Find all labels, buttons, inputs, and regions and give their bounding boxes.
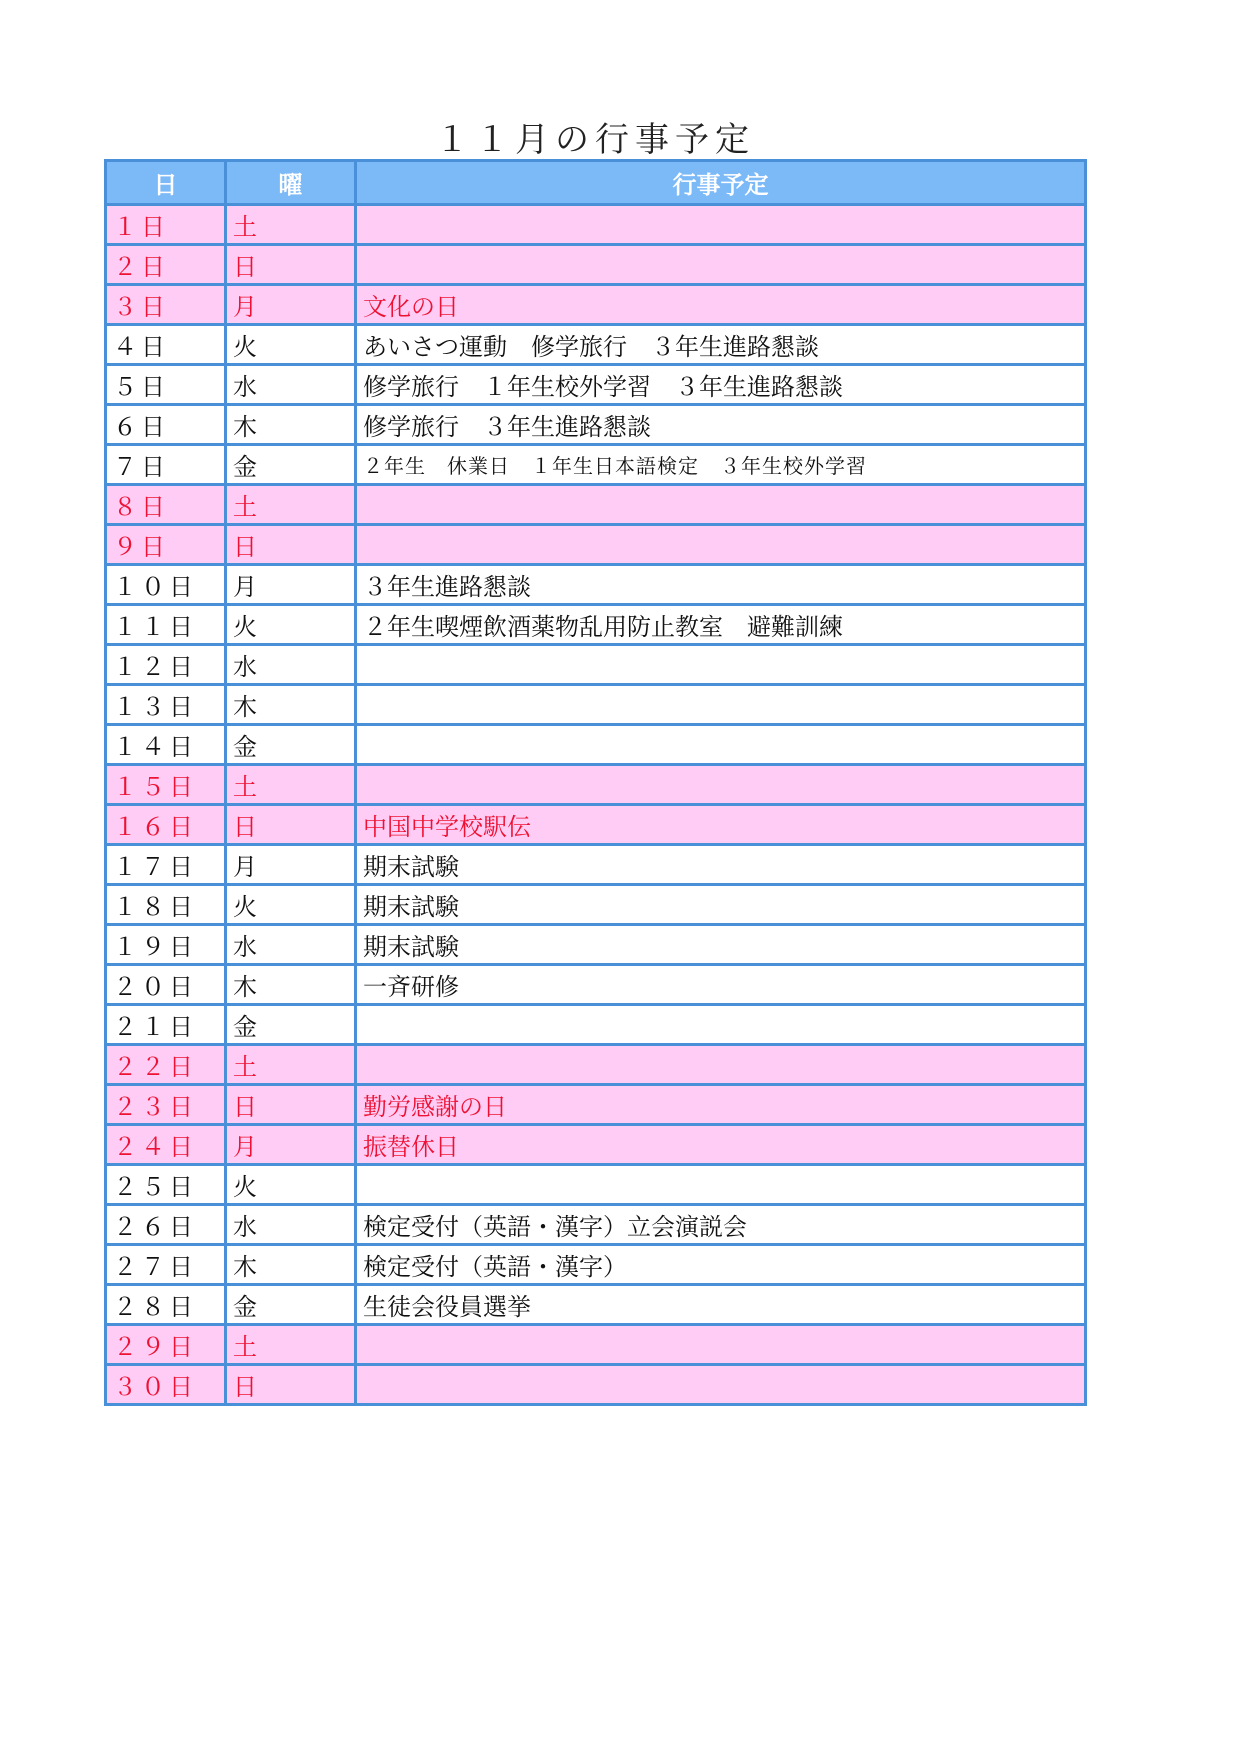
weekday-cell: 土 xyxy=(226,485,356,525)
weekday-cell: 土 xyxy=(226,765,356,805)
event-cell xyxy=(356,1165,1086,1205)
event-cell xyxy=(356,1325,1086,1365)
table-row xyxy=(106,1085,1086,1125)
weekday-cell: 日 xyxy=(226,805,356,845)
day-cell: １９日 xyxy=(106,925,226,965)
table-row xyxy=(106,645,1086,685)
table-row xyxy=(106,525,1086,565)
table-row xyxy=(106,725,1086,765)
table-row xyxy=(106,565,1086,605)
day-cell: １３日 xyxy=(106,685,226,725)
table-row xyxy=(106,1365,1086,1405)
day-cell: １２日 xyxy=(106,645,226,685)
day-cell: ２１日 xyxy=(106,1005,226,1045)
event-cell: 検定受付（英語・漢字） xyxy=(356,1245,1086,1285)
day-cell: ２２日 xyxy=(106,1045,226,1085)
table-row xyxy=(106,885,1086,925)
event-cell: 検定受付（英語・漢字）立会演説会 xyxy=(356,1205,1086,1245)
weekday-cell: 月 xyxy=(226,285,356,325)
header-weekday: 曜 xyxy=(226,161,356,205)
day-cell: １８日 xyxy=(106,885,226,925)
weekday-cell: 火 xyxy=(226,325,356,365)
weekday-cell: 水 xyxy=(226,645,356,685)
weekday-cell: 水 xyxy=(226,365,356,405)
table-row xyxy=(106,925,1086,965)
weekday-cell: 月 xyxy=(226,1125,356,1165)
day-cell: ８日 xyxy=(106,485,226,525)
day-cell: １４日 xyxy=(106,725,226,765)
table-row xyxy=(106,1045,1086,1085)
day-cell: １日 xyxy=(106,205,226,245)
event-cell xyxy=(356,685,1086,725)
day-cell: １０日 xyxy=(106,565,226,605)
weekday-cell: 木 xyxy=(226,685,356,725)
day-cell: ２８日 xyxy=(106,1285,226,1325)
day-cell: ７日 xyxy=(106,445,226,485)
weekday-cell: 日 xyxy=(226,245,356,285)
weekday-cell: 金 xyxy=(226,725,356,765)
day-cell: ３０日 xyxy=(106,1365,226,1405)
event-cell: 期末試験 xyxy=(356,885,1086,925)
table-row xyxy=(106,285,1086,325)
day-cell: ２０日 xyxy=(106,965,226,1005)
table-row xyxy=(106,1325,1086,1365)
table-row xyxy=(106,1125,1086,1165)
day-cell: ５日 xyxy=(106,365,226,405)
event-cell: 生徒会役員選挙 xyxy=(356,1285,1086,1325)
day-cell: １６日 xyxy=(106,805,226,845)
event-cell: 振替休日 xyxy=(356,1125,1086,1165)
event-cell xyxy=(356,525,1086,565)
event-cell xyxy=(356,645,1086,685)
event-cell: あいさつ運動 修学旅行 ３年生進路懇談 xyxy=(356,325,1086,365)
event-cell: 一斉研修 xyxy=(356,965,1086,1005)
weekday-cell: 月 xyxy=(226,845,356,885)
table-row xyxy=(106,1005,1086,1045)
table-row xyxy=(106,685,1086,725)
event-cell xyxy=(356,725,1086,765)
day-cell: ２３日 xyxy=(106,1085,226,1125)
weekday-cell: 土 xyxy=(226,205,356,245)
day-cell: ４日 xyxy=(106,325,226,365)
schedule-body xyxy=(106,205,1086,1405)
weekday-cell: 金 xyxy=(226,1285,356,1325)
weekday-cell: 月 xyxy=(226,565,356,605)
page-title: １１月の行事予定 xyxy=(435,120,755,160)
table-row xyxy=(106,1205,1086,1245)
weekday-cell: 木 xyxy=(226,965,356,1005)
day-cell: ２６日 xyxy=(106,1205,226,1245)
event-cell: ２年生 休業日 １年生日本語検定 ３年生校外学習 xyxy=(356,445,1086,485)
event-cell xyxy=(356,765,1086,805)
day-cell: ２５日 xyxy=(106,1165,226,1205)
header-event: 行事予定 xyxy=(356,161,1086,205)
day-cell: ３日 xyxy=(106,285,226,325)
table-row xyxy=(106,1285,1086,1325)
day-cell: ９日 xyxy=(106,525,226,565)
event-cell: ３年生進路懇談 xyxy=(356,565,1086,605)
weekday-cell: 火 xyxy=(226,1165,356,1205)
table-row xyxy=(106,845,1086,885)
table-row xyxy=(106,245,1086,285)
event-cell: 中国中学校駅伝 xyxy=(356,805,1086,845)
weekday-cell: 金 xyxy=(226,445,356,485)
weekday-cell: 土 xyxy=(226,1045,356,1085)
table-row xyxy=(106,1245,1086,1285)
event-cell xyxy=(356,1005,1086,1045)
day-cell: ２７日 xyxy=(106,1245,226,1285)
table-row xyxy=(106,405,1086,445)
event-cell xyxy=(356,245,1086,285)
table-row xyxy=(106,205,1086,245)
day-cell: １１日 xyxy=(106,605,226,645)
weekday-cell: 日 xyxy=(226,1085,356,1125)
weekday-cell: 水 xyxy=(226,1205,356,1245)
event-cell: 期末試験 xyxy=(356,925,1086,965)
event-cell xyxy=(356,1045,1086,1085)
event-cell: ２年生喫煙飲酒薬物乱用防止教室 避難訓練 xyxy=(356,605,1086,645)
weekday-cell: 土 xyxy=(226,1325,356,1365)
event-cell xyxy=(356,1365,1086,1405)
event-cell: 期末試験 xyxy=(356,845,1086,885)
day-cell: １５日 xyxy=(106,765,226,805)
event-cell: 勤労感謝の日 xyxy=(356,1085,1086,1125)
header-row xyxy=(106,161,1086,205)
table-row xyxy=(106,325,1086,365)
weekday-cell: 火 xyxy=(226,605,356,645)
weekday-cell: 木 xyxy=(226,405,356,445)
table-row xyxy=(106,805,1086,845)
event-cell xyxy=(356,485,1086,525)
table-row xyxy=(106,365,1086,405)
table-row xyxy=(106,605,1086,645)
weekday-cell: 日 xyxy=(226,525,356,565)
event-cell: 修学旅行 １年生校外学習 ３年生進路懇談 xyxy=(356,365,1086,405)
day-cell: １７日 xyxy=(106,845,226,885)
event-cell xyxy=(356,205,1086,245)
weekday-cell: 水 xyxy=(226,925,356,965)
table-row xyxy=(106,1165,1086,1205)
day-cell: ２９日 xyxy=(106,1325,226,1365)
schedule-table xyxy=(104,159,1087,1406)
table-row xyxy=(106,765,1086,805)
day-cell: ２日 xyxy=(106,245,226,285)
table-row xyxy=(106,965,1086,1005)
day-cell: ６日 xyxy=(106,405,226,445)
table-row xyxy=(106,445,1086,485)
weekday-cell: 金 xyxy=(226,1005,356,1045)
header-day: 日 xyxy=(106,161,226,205)
weekday-cell: 日 xyxy=(226,1365,356,1405)
table-row xyxy=(106,485,1086,525)
day-cell: ２４日 xyxy=(106,1125,226,1165)
weekday-cell: 木 xyxy=(226,1245,356,1285)
event-cell: 文化の日 xyxy=(356,285,1086,325)
event-cell: 修学旅行 ３年生進路懇談 xyxy=(356,405,1086,445)
weekday-cell: 火 xyxy=(226,885,356,925)
